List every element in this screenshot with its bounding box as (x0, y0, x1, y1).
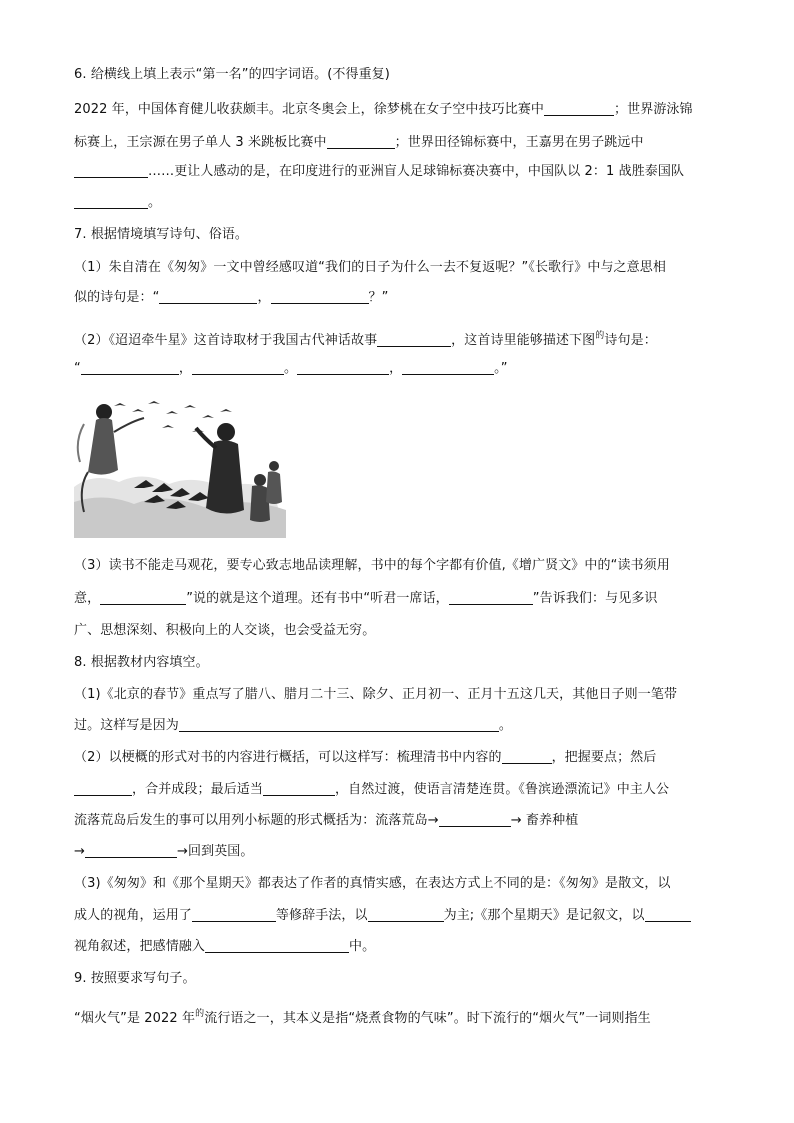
answer-blank[interactable] (297, 360, 389, 375)
q8-p3-line-2 (74, 907, 724, 925)
q8-p1-line-2 (74, 717, 724, 735)
q8-text: 。 (498, 718, 512, 733)
q7-text: ”说的就是这个道理。还有书中“听君一席话， (186, 591, 449, 606)
q8-text: 为主;《那个星期天》是记叙文，以 (443, 908, 645, 923)
answer-blank[interactable] (192, 360, 284, 375)
q8-text: 流落荒岛后发生的事可以用列小标题的形式概括为：流落荒岛→ (74, 813, 439, 828)
answer-blank[interactable] (544, 101, 614, 116)
q8-p2-line-3 (74, 812, 724, 830)
q8-text: ，把握要点；然后 (551, 750, 657, 765)
answer-blank[interactable] (159, 289, 257, 304)
q9-text: 流行语之一，其本义是指“烧煮食物的气味”。时下流行的“烟火气”一词则指生 (204, 1011, 651, 1026)
answer-blank[interactable] (192, 907, 276, 922)
answer-blank[interactable] (402, 360, 494, 375)
answer-blank[interactable] (85, 843, 177, 858)
q8-title: 8. 根据教材内容填空。 (74, 655, 209, 670)
q6-text: 。 (148, 195, 162, 210)
q7-text: ， (178, 361, 192, 376)
q7-p3-line-2 (74, 590, 724, 608)
q8-text: （2）以梗概的形式对书的内容进行概括，可以这样写：梳理清书中内容的 (74, 750, 502, 765)
q7-text: ，这首诗里能够描述下图 (451, 333, 596, 348)
q7-text: （2）《迢迢牵牛星》这首诗取材于我国古代神话故事 (74, 333, 378, 348)
q8-text: → (74, 844, 85, 859)
q7-text: ， (257, 290, 271, 305)
q6-text: 标赛上，王宗源在男子单人 3 米跳板比赛中 (74, 135, 327, 150)
q8-p2-line-2 (74, 781, 724, 799)
q7-p3-line-3: 广、思想深刻、积极向上的人交谈，也会受益无穷。 (74, 623, 376, 638)
answer-blank[interactable] (377, 332, 451, 347)
q9-title: 9. 按照要求写句子。 (74, 971, 196, 986)
answer-blank[interactable] (179, 717, 499, 732)
answer-blank[interactable] (100, 590, 186, 605)
q6-text: ；世界田径锦标赛中，王嘉男在男子跳远中 (394, 135, 644, 150)
q8-text: ，自然过渡，使语言清楚连贯。《鲁滨逊漂流记》中主人公 (335, 782, 670, 797)
q7-p2-line-2 (74, 360, 724, 378)
answer-blank[interactable] (74, 781, 132, 796)
answer-blank[interactable] (205, 938, 349, 953)
q7-p1-line-1: （1）朱自清在《匆匆》一文中曾经感叹道“我们的日子为什么一去不复返呢？”《长歌行》中与之意思相 (74, 260, 666, 275)
q7-text: 似的诗句是：“ (74, 290, 160, 305)
answer-blank[interactable] (368, 907, 444, 922)
q8-text: →回到英国。 (177, 844, 254, 859)
q7-p1-line-2 (74, 289, 724, 307)
q7-p2-line-1 (74, 327, 724, 350)
answer-blank[interactable] (502, 749, 552, 764)
q7-text: 意， (74, 591, 101, 606)
q8-p1-line-1: （1)《北京的春节》重点写了腊八、腊月二十三、除夕、正月初一、正月十五这几天，其他日子则一笔带 (74, 687, 678, 702)
answer-blank[interactable] (263, 781, 335, 796)
q9-text: “烟火气”是 2022 年 (74, 1011, 196, 1026)
q6-text: ……更让人感动的是，在印度进行的亚洲盲人足球锦标赛决赛中，中国队以 2：1 战胜泰国队 (148, 164, 685, 179)
q7-text: 。” (494, 361, 508, 376)
q8-text: ，合并成段；最后适当 (132, 782, 264, 797)
q8-p3-line-3 (74, 938, 724, 956)
q6-title: 6. 给横线上填上表示“第一名”的四字词语。(不得重复) (74, 67, 390, 82)
answer-blank[interactable] (439, 812, 511, 827)
answer-blank[interactable] (449, 590, 533, 605)
q6-line-1 (74, 101, 724, 119)
q8-text: 视角叙述，把感情融入 (74, 939, 206, 954)
q7-text: 的 (595, 331, 605, 341)
q7-text: ”告诉我们：与见多识 (532, 591, 658, 606)
q6-line-3 (74, 163, 724, 181)
q7-text: “ (74, 361, 81, 376)
q8-p2-line-4 (74, 843, 724, 861)
q9-text: 的 (195, 1009, 205, 1019)
q8-text: 成人的视角，运用了 (74, 908, 192, 923)
answer-blank[interactable] (645, 907, 691, 922)
q7-title: 7. 根据情境填写诗句、俗语。 (74, 227, 249, 242)
q7-text: ， (389, 361, 403, 376)
q6-line-2 (74, 134, 724, 152)
answer-blank[interactable] (271, 289, 369, 304)
q7-p3-line-1: （3）读书不能走马观花，要专心致志地品读理解，书中的每个字都有价值,《增广贤文》中的“读书须用 (74, 558, 670, 573)
q8-p3-line-1: （3)《匆匆》和《那个星期天》都表达了作者的真情实感，在表达方式上不同的是：《匆匆》是散文，以 (74, 876, 671, 891)
q6-text: ；世界游泳锦 (614, 102, 693, 117)
cowherd-weaver-girl-illustration (74, 392, 286, 538)
answer-blank[interactable] (81, 360, 179, 375)
answer-blank[interactable] (74, 194, 148, 209)
q8-p2-line-1 (74, 749, 724, 767)
q7-text: ？” (368, 290, 389, 305)
q7-text: 。 (283, 361, 298, 376)
answer-blank[interactable] (74, 163, 148, 178)
answer-blank[interactable] (327, 134, 395, 149)
q6-line-4 (74, 194, 724, 212)
q9-p1-line-1 (74, 1005, 724, 1028)
q8-text: → 畜养种植 (510, 813, 579, 828)
q6-text: 2022 年，中国体育健儿收获颇丰。北京冬奥会上，徐梦桃在女子空中技巧比赛中 (74, 102, 545, 117)
q7-text: 诗句是： (604, 333, 657, 348)
q8-text: 中。 (349, 939, 376, 954)
q8-text: 等修辞手法，以 (275, 908, 368, 923)
q8-text: 过。这样写是因为 (74, 718, 179, 733)
